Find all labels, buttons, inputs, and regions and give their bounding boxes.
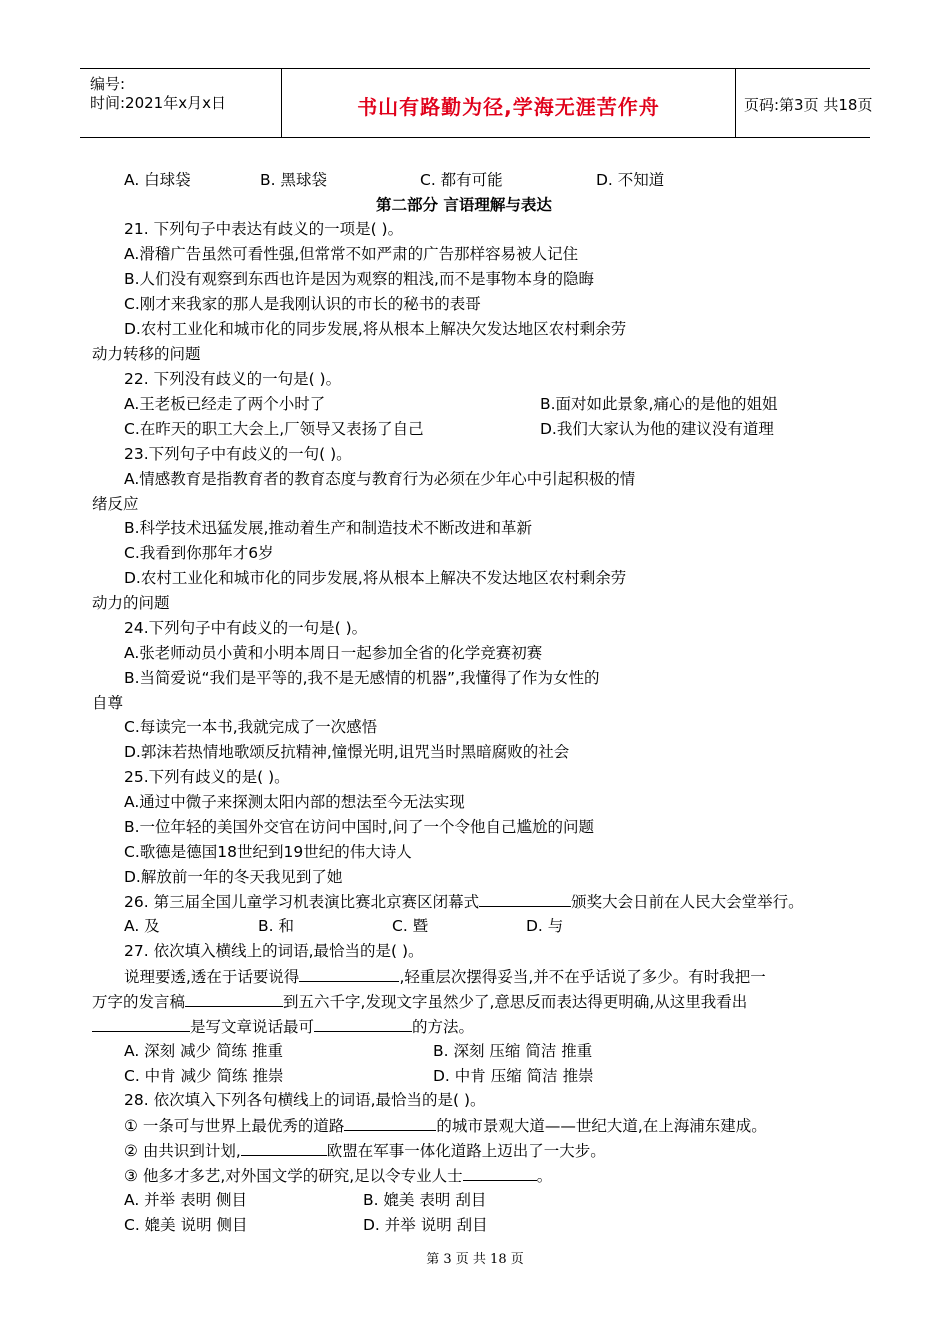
- q21-option-d-cont: 动力转移的问题: [92, 345, 201, 363]
- q24-option-b-cont: 自尊: [92, 694, 124, 712]
- q28-option-a: A. 并举 表明 侧目: [124, 1191, 248, 1209]
- q22-option-d: D.我们大家认为他的建议没有道理: [540, 420, 774, 438]
- fill-blank: [92, 1016, 190, 1032]
- q20-option-c: C. 都有可能: [420, 171, 503, 189]
- q26-stem-after: 颁奖大会日前在人民大会堂举行。: [571, 893, 804, 911]
- q28-sentence-3: [124, 1165, 552, 1186]
- q24-stem: 24.下列句子中有歧义的一句是( )。: [124, 619, 368, 637]
- q23-option-d-cont: 动力的问题: [92, 594, 170, 612]
- q21-option-c: C.刚才来我家的那人是我刚认识的市长的秘书的表哥: [124, 295, 481, 313]
- q20-option-a: A. 白球袋: [124, 171, 191, 189]
- q28-s2a: ② 由共识到计划,: [124, 1142, 241, 1160]
- q25-stem: 25.下列有歧义的是( )。: [124, 768, 290, 786]
- q26-stem-before: 26. 第三届全国儿童学习机表演比赛北京赛区闭幕式: [124, 893, 480, 911]
- q25-option-a: A.通过中微子来探测太阳内部的想法至今无法实现: [124, 793, 465, 811]
- q25-option-d: D.解放前一年的冬天我见到了她: [124, 868, 343, 886]
- number-label: 编号:: [90, 75, 126, 93]
- q23-stem: 23.下列句子中有歧义的一句( )。: [124, 445, 352, 463]
- q21-option-a: A.滑稽广告虽然可看性强,但常常不如严肃的广告那样容易被人记住: [124, 245, 579, 263]
- q27-passage-line-2: [92, 991, 747, 1012]
- q27-passage-line-3: [92, 1016, 474, 1037]
- page-footer: 第 3 页 共 18 页: [426, 1252, 524, 1267]
- q27-stem: 27. 依次填入横线上的词语,最恰当的是( )。: [124, 942, 424, 960]
- q23-option-b: B.科学技术迅猛发展,推动着生产和制造技术不断改进和革新: [124, 519, 532, 537]
- q23-option-a: A.情感教育是指教育者的教育态度与教育行为必须在少年心中引起积极的情: [124, 470, 636, 488]
- fill-blank: [479, 891, 571, 907]
- date-label: 时间:2021年x月x日: [90, 94, 226, 112]
- fill-blank: [344, 1115, 436, 1131]
- q24-option-d: D.郭沫若热情地歌颂反抗精神,憧憬光明,诅咒当时黑暗腐败的社会: [124, 743, 570, 761]
- q28-s3a: ③ 他多才多艺,对外国文学的研究,足以令专业人士: [124, 1167, 463, 1185]
- q27-option-b: B. 深刻 压缩 简洁 推重: [433, 1042, 593, 1060]
- q27-p3a: 是写文章说话最可: [190, 1018, 315, 1036]
- q28-stem: 28. 依次填入下列各句横线上的词语,最恰当的是( )。: [124, 1091, 486, 1109]
- q27-option-d: D. 中肯 压缩 简洁 推崇: [433, 1067, 594, 1085]
- section-title: 第二部分 言语理解与表达: [376, 196, 552, 214]
- q28-option-c: C. 媲美 说明 侧目: [124, 1216, 248, 1234]
- q26-option-d: D. 与: [526, 917, 564, 935]
- q28-sentence-2: [124, 1140, 606, 1161]
- q22-option-a: A.王老板已经走了两个小时了: [124, 395, 326, 413]
- fill-blank: [241, 1140, 327, 1156]
- q28-s3b: 。: [536, 1167, 553, 1185]
- q27-p2a: 万字的发言稿: [92, 993, 186, 1011]
- q23-option-c: C.我看到你那年才6岁: [124, 544, 274, 562]
- q21-option-d: D.农村工业化和城市化的同步发展,将从根本上解决欠发达地区农村剩余劳: [124, 320, 627, 338]
- q28-sentence-1: [124, 1115, 767, 1136]
- q20-option-d: D. 不知道: [596, 171, 665, 189]
- q25-option-c: C.歌德是德国18世纪到19世纪的伟大诗人: [124, 843, 412, 861]
- q27-p1a: 说理要透,透在于话要说得: [124, 968, 300, 986]
- q21-option-b: B.人们没有观察到东西也许是因为观察的粗浅,而不是事物本身的隐晦: [124, 270, 594, 288]
- q26-option-c: C. 暨: [392, 917, 429, 935]
- q27-option-c: C. 中肯 减少 简练 推崇: [124, 1067, 284, 1085]
- q20-option-b: B. 黑球袋: [260, 171, 327, 189]
- q28-s1b: 的城市景观大道——世纪大道,在上海浦东建成。: [436, 1117, 767, 1135]
- q26-option-b: B. 和: [258, 917, 294, 935]
- fill-blank: [314, 1016, 412, 1032]
- q27-p1b: ,轻重层次摆得妥当,并不在乎话说了多少。有时我把一: [399, 968, 766, 986]
- q22-stem: 22. 下列没有歧义的一句是( )。: [124, 370, 342, 388]
- q21-stem: 21. 下列句子中表达有歧义的一项是( )。: [124, 220, 404, 238]
- q26-stem: [124, 891, 804, 912]
- q26-option-a: A. 及: [124, 917, 160, 935]
- q23-option-a-cont: 绪反应: [92, 495, 139, 513]
- q28-option-b: B. 媲美 表明 刮目: [363, 1191, 487, 1209]
- fill-blank: [463, 1165, 537, 1181]
- header-motto-cell: [281, 69, 736, 137]
- q27-passage-line-1: [124, 966, 766, 987]
- q22-option-c: C.在昨天的职工大会上,厂领导又表扬了自己: [124, 420, 424, 438]
- header-page-cell: [736, 69, 873, 137]
- q22-option-b: B.面对如此景象,痛心的是他的姐姐: [540, 395, 778, 413]
- fill-blank: [185, 991, 283, 1007]
- page-header: [80, 68, 873, 138]
- q24-option-a: A.张老师动员小黄和小明本周日一起参加全省的化学竞赛初赛: [124, 644, 543, 662]
- q27-p2b: 到五六千字,发现文字虽然少了,意思反而表达得更明确,从这里我看出: [283, 993, 748, 1011]
- q28-s2b: 欧盟在军事一体化道路上迈出了一大步。: [326, 1142, 606, 1160]
- q28-option-d: D. 并举 说明 刮目: [363, 1216, 488, 1234]
- q27-p3b: 的方法。: [412, 1018, 475, 1036]
- q28-s1a: ① 一条可与世界上最优秀的道路: [124, 1117, 345, 1135]
- header-info-cell: [80, 69, 281, 137]
- q23-option-d: D.农村工业化和城市化的同步发展,将从根本上解决不发达地区农村剩余劳: [124, 569, 627, 587]
- q24-option-c: C.每读完一本书,我就完成了一次感悟: [124, 718, 378, 736]
- page-label: 页码:第3页 共18页: [744, 96, 873, 114]
- q24-option-b: B.当简爱说“我们是平等的,我不是无感情的机器”,我懂得了作为女性的: [124, 669, 600, 687]
- q25-option-b: B.一位年轻的美国外交官在访问中国时,问了一个令他自己尴尬的问题: [124, 818, 594, 836]
- motto: 书山有路勤为径,学海无涯苦作舟: [357, 95, 660, 119]
- q27-option-a: A. 深刻 减少 简练 推重: [124, 1042, 283, 1060]
- fill-blank: [299, 966, 399, 982]
